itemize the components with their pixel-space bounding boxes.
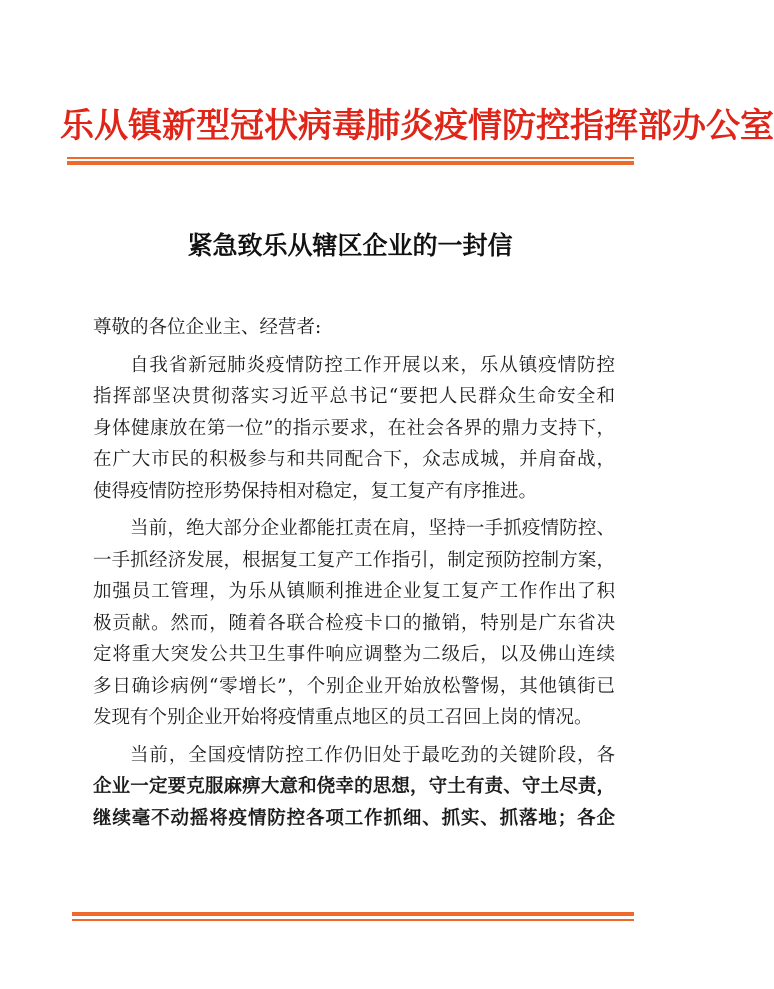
footer-divider-thin	[72, 919, 634, 921]
text-line: 企业一定要克服麻痹大意和侥幸的思想，守土有责、守土尽责，	[93, 776, 615, 797]
title-char: 病	[298, 106, 332, 146]
title-char: 公	[706, 106, 740, 146]
text-line: 加强员工管理，为乐从镇顺利推进企业复工复产工作作出了积	[93, 581, 615, 602]
issuing-office-title	[60, 102, 774, 150]
title-char: 毒	[332, 106, 366, 146]
title-char: 从	[94, 106, 128, 146]
text-line: 极贡献。然而，随着各联合检疫卡口的撤销，特别是广东省决	[93, 612, 615, 634]
title-char: 型	[196, 106, 230, 146]
text-line: 身体健康放在第一位”的指示要求，在社会各界的鼎力支持下，	[93, 417, 615, 439]
title-char: 防	[502, 106, 536, 146]
title-char: 室	[740, 106, 774, 146]
text-line: 当前，绝大部分企业都能扛责在肩，坚持一手抓疫情防控、	[130, 518, 615, 539]
letter-title: 紧急致乐从辖区企业的一封信	[187, 231, 513, 260]
text-line: 多日确诊病例“零增长”，个别企业开始放松警惕，其他镇街已	[93, 675, 615, 697]
paragraph	[93, 740, 615, 835]
title-char: 疫	[434, 106, 468, 146]
text-line: 自我省新冠肺炎疫情防控工作开展以来，乐从镇疫情防控	[130, 354, 615, 376]
text-line: 使得疫情防控形势保持相对稳定，复工复产有序推进。	[93, 480, 538, 502]
text-line: 定将重大突发公共卫生事件响应调整为二级后，以及佛山连续	[93, 644, 615, 665]
footer-divider-thick	[72, 912, 634, 916]
title-char: 新	[162, 106, 196, 146]
salutation: 尊敬的各位企业主、经营者:	[93, 317, 322, 338]
title-char: 情	[468, 106, 502, 146]
title-char: 乐	[60, 106, 94, 146]
title-char: 控	[536, 106, 570, 146]
letter-body	[93, 312, 615, 834]
text-line: 当前，全国疫情防控工作仍旧处于最吃劲的关键阶段，各	[130, 744, 615, 766]
title-char: 冠	[230, 106, 264, 146]
title-char: 挥	[604, 106, 638, 146]
header-divider-thick	[67, 161, 634, 165]
text-line: 在广大市民的积极参与和共同配合下，众志成城，并肩奋战，	[93, 449, 615, 470]
paragraph	[93, 350, 615, 508]
header-divider-thin	[67, 157, 634, 159]
title-char: 部	[638, 106, 672, 146]
text-line: 一手抓经济发展，根据复工复产工作指引，制定预防控制方案，	[93, 549, 615, 571]
title-char: 办	[672, 106, 706, 146]
title-char: 肺	[366, 106, 400, 146]
text-line: 指挥部坚决贯彻落实习近平总书记“要把人民群众生命安全和	[93, 386, 615, 407]
title-char: 状	[264, 106, 298, 146]
title-char: 炎	[400, 106, 434, 146]
title-char: 指	[570, 106, 604, 146]
paragraph	[93, 513, 615, 734]
text-line: 继续毫不动摇将疫情防控各项工作抓细、抓实、抓落地；各企	[93, 807, 615, 829]
text-line: 发现有个别企业开始将疫情重点地区的员工召回上岗的情况。	[93, 707, 593, 728]
title-char: 镇	[128, 106, 162, 146]
